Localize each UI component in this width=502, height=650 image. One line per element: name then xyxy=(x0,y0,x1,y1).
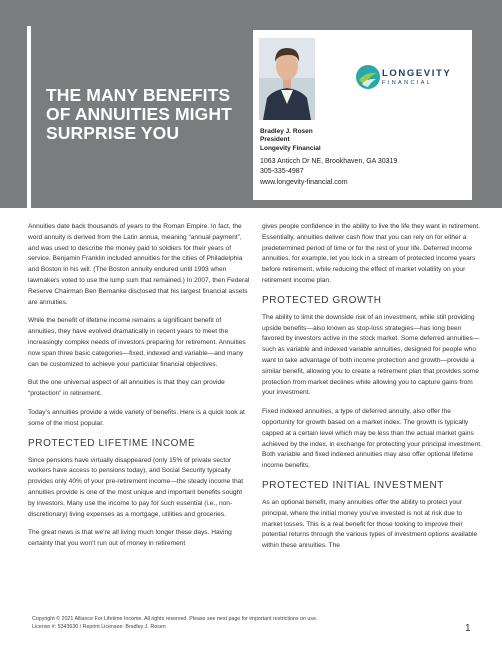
advisor-name: Bradley J. Rosen xyxy=(260,128,313,135)
header-accent-line xyxy=(27,26,31,208)
paragraph: gives people confidence in the ability to live the life they want in retirement. Essentially, annuities deliver cash flow that you can rely on for either a predetermined period of time or for the rest of your life. Deferred income annuities, for example, let you lock in a stream of protected income years before retirement, while reducing the effect of market volatility on your retirement income plan. xyxy=(262,223,481,284)
paragraph: Today’s annuities provide a wide variety of benefits. Here is a quick look at some of the most popular. xyxy=(28,408,245,427)
longevity-financial-logo xyxy=(355,62,467,94)
left-column xyxy=(28,222,250,558)
paragraph: Annuities date back thousands of years to the Roman Empire. In fact, the word annuity is derived from the Latin annua, meaning “annual payment”, and was used to describe the money paid to soldiers for their years of service. Benjamin Franklin included annuities for the cities of Philadelphia and Boston in his will. (The Boston annuity endured until 1993 when lawmakers voted to use the lump sum that remained.) In 2007, then Federal Reserve Chairman Ben Bernanke disclosed that his largest financial assets are annuities. xyxy=(28,223,250,306)
page-number: 1 xyxy=(465,623,471,634)
advisor-contact xyxy=(260,128,397,188)
advisor-website[interactable]: www.longevity-financial.com xyxy=(260,178,348,186)
paragraph: The great news is that we’re all living much longer these days. Having certainty that you won’t run out of money in retirement xyxy=(28,529,232,548)
section-heading-initial-investment: PROTECTED INITIAL INVESTMENT xyxy=(262,479,444,491)
advisor-address: 1063 Anticch Dr NE, Brookhaven, GA 30319 xyxy=(260,157,398,165)
logo-subtitle: FINANCIAL xyxy=(382,80,433,86)
paragraph: Fixed indexed annuities, a type of deferred annuity, also offer the opportunity for growth based on a market index. The growth is typically capped at a certain level which may be less than the actual market gains achieved by the index, in exchange for protecting your principal investment. Both variable and fixed indexed annuities may also offer optional lifetime income benefits. xyxy=(262,408,482,470)
advisor-company: Longevity Financial xyxy=(260,144,321,152)
paragraph: But the one universal aspect of all annuities is that they can provide “protection” in retirement. xyxy=(28,379,225,398)
advisor-phone[interactable]: 305-335-4987 xyxy=(260,168,304,176)
advisor-card xyxy=(253,30,472,200)
section-heading-lifetime-income: PROTECTED LIFETIME INCOME xyxy=(28,437,196,449)
paragraph: Since pensions have virtually disappeared (only 15% of private sector workers have access to pensions today), and Social Security typically provides only 40% of your pre-retirement income—the steady income that annuities provide is one of the most unique and important benefits sought by investors. Many use the income to pay for such essential (i.e., non-discretionary) living expenses as a mortgage, utilities and groceries. xyxy=(28,456,244,518)
right-column xyxy=(262,222,484,560)
logo-wordmark: LONGEVITY xyxy=(382,68,452,79)
paragraph: While the benefit of lifetime income remains a significant benefit of annuities, they have evolved dramatically in recent years to meet the increasingly complex needs of investors preparing for retirement. Annuities now span three basic categories—fixed, indexed and variable—and many can be customized to achieve your particular financial objectives. xyxy=(28,317,246,368)
advisor-photo xyxy=(259,38,315,120)
logo-swirl-icon xyxy=(355,64,381,90)
section-heading-protected-growth: PROTECTED GROWTH xyxy=(262,294,382,306)
paragraph: The ability to limit the downside risk of an investment, while still providing upside benefits—also known as stop-loss strategies—has long been favored by investors active in the stock market. Some deferred annuities—such as variable and indexed variable annuities, designed for people who want to take advantage of both income protection and growth—provide a similar benefit, allowing you to create a retirement plan that provides some protection from market declines while allowing you to capture gains from your investment. xyxy=(262,313,480,397)
advisor-role: President xyxy=(260,136,290,144)
page-title: THE MANY BENEFITS OF ANNUITIES MIGHT SURPRISE YOU xyxy=(46,85,232,143)
paragraph: As an optional benefit, many annuities offer the ability to protect your principal, where the initial money you’ve invested is not at risk due to market losses. This is a real benefit for those looking to improve their potential returns through the various types of investment options available within these annuities. The xyxy=(262,498,478,550)
footer-copyright: Copyright © 2021 Alliance For Lifetime Income. All rights reserved. Please see next page for important restrictions on use. xyxy=(32,616,318,622)
footer xyxy=(32,616,472,631)
footer-license: License #: 5343630 / Reprint Licensee: Bradley J. Rosen xyxy=(32,623,166,630)
